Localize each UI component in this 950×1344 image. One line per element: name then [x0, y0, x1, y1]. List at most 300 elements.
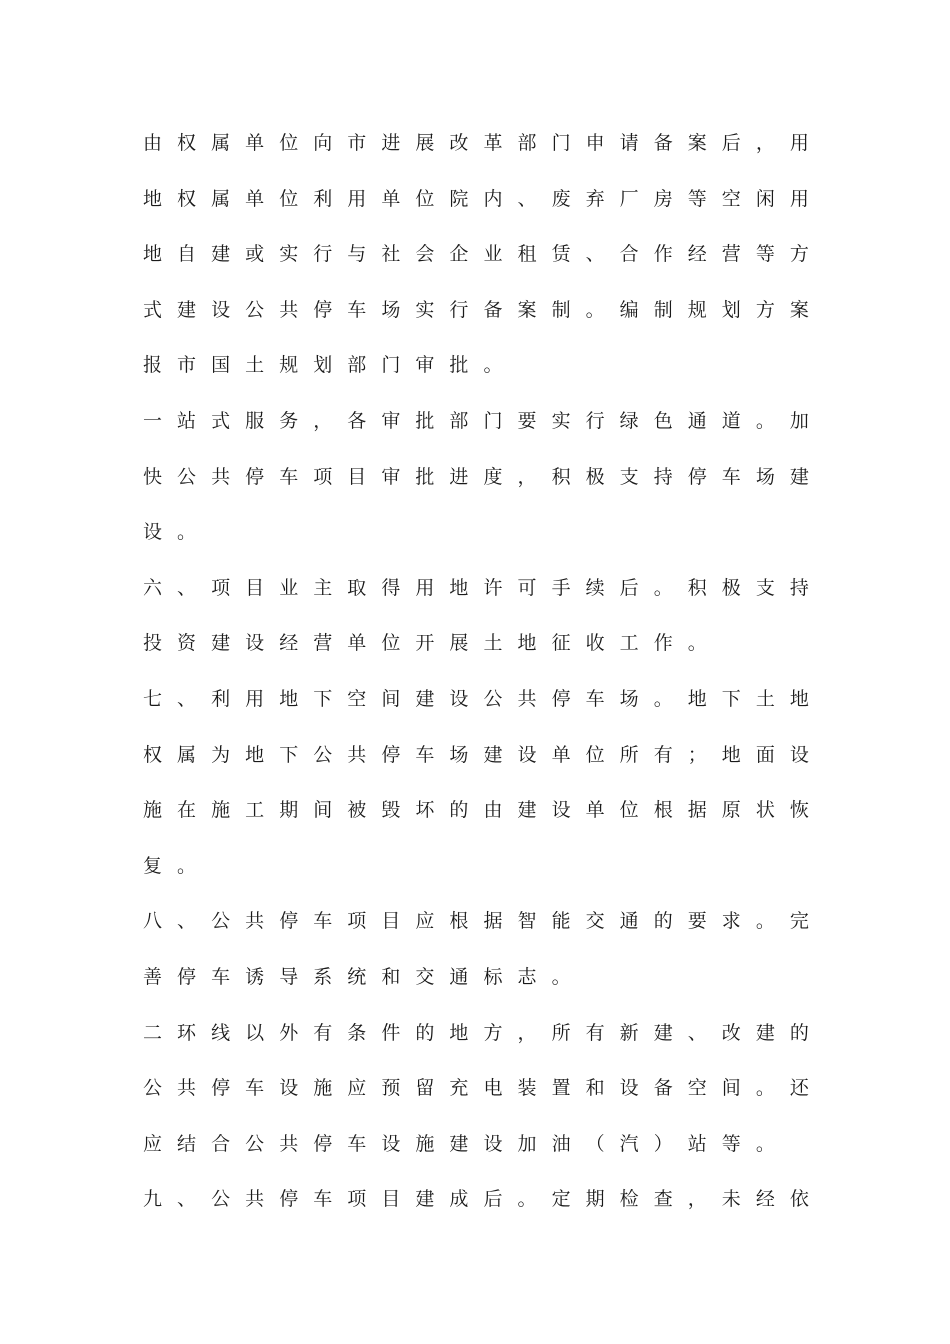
text-char: 单: [381, 187, 401, 210]
text-char: 导: [279, 965, 299, 988]
text-char: 企: [449, 243, 469, 266]
text-char: 划: [721, 298, 741, 321]
text-char: 土: [483, 632, 503, 655]
text-char: 。: [755, 1077, 775, 1100]
text-char: 公: [177, 465, 197, 488]
text-char: 投: [143, 632, 163, 655]
text-char: 期: [585, 1188, 605, 1211]
text-char: 完: [789, 910, 809, 933]
text-char: 服: [245, 409, 265, 432]
text-char: 快: [143, 465, 163, 488]
text-char: 施: [313, 1077, 333, 1100]
text-char: 会: [415, 243, 435, 266]
text-char: 查: [653, 1188, 673, 1211]
text-line: [143, 283, 809, 339]
text-char: 车: [211, 965, 231, 988]
text-char: 行: [313, 243, 333, 266]
text-char: 划: [313, 354, 333, 377]
text-char: 项: [211, 576, 231, 599]
text-char: 下: [279, 743, 299, 766]
text-char: 下: [721, 687, 741, 710]
text-char: 要: [687, 910, 707, 933]
text-line: [143, 338, 823, 394]
text-char: 的: [789, 1021, 809, 1044]
text-char: 式: [211, 409, 231, 432]
text-char: ；: [687, 743, 707, 766]
text-char: 建: [483, 743, 503, 766]
text-char: 停: [211, 1077, 231, 1100]
text-char: 根: [653, 799, 673, 822]
text-char: 地: [687, 687, 707, 710]
text-char: 共: [245, 1188, 265, 1211]
text-char: 权: [143, 743, 163, 766]
text-char: 主: [313, 576, 333, 599]
text-char: 条: [347, 1021, 367, 1044]
text-line: [143, 839, 823, 895]
text-char: 停: [313, 1132, 333, 1155]
text-char: 。: [653, 687, 673, 710]
text-char: 。: [687, 632, 707, 655]
text-char: 、: [177, 687, 197, 710]
text-char: 地: [517, 632, 537, 655]
text-line: [143, 1117, 823, 1173]
text-char: 六: [143, 576, 163, 599]
text-char: 可: [517, 576, 537, 599]
text-char: 道: [721, 409, 741, 432]
text-char: 、: [177, 576, 197, 599]
text-char: 场: [755, 465, 775, 488]
text-char: 电: [483, 1077, 503, 1100]
text-char: 停: [279, 1188, 299, 1211]
text-char: 或: [245, 243, 265, 266]
text-char: 线: [211, 1021, 231, 1044]
text-char: 共: [177, 1077, 197, 1100]
text-char: 绿: [619, 409, 639, 432]
text-char: 位: [585, 743, 605, 766]
text-char: 设: [551, 799, 571, 822]
text-char: 部: [517, 132, 537, 154]
text-line: [143, 227, 809, 283]
text-char: 项: [347, 1188, 367, 1211]
text-char: 的: [449, 799, 469, 822]
text-char: 报: [143, 354, 163, 377]
text-char: 目: [245, 576, 265, 599]
text-char: 坏: [415, 799, 435, 822]
text-char: 通: [687, 409, 707, 432]
text-char: 设: [449, 687, 469, 710]
text-char: 积: [551, 465, 571, 488]
text-char: 一: [143, 409, 163, 432]
text-char: 停: [313, 298, 333, 321]
text-char: 场: [381, 298, 401, 321]
text-char: 用: [347, 187, 367, 210]
text-char: 位: [381, 632, 401, 655]
text-char: 属: [177, 743, 197, 766]
text-char: ）: [653, 1132, 673, 1155]
text-char: 批: [415, 465, 435, 488]
text-char: 展: [415, 132, 435, 154]
text-char: 地: [449, 1021, 469, 1044]
text-char: 在: [177, 799, 197, 822]
text-char: 地: [279, 687, 299, 710]
text-char: 作: [653, 243, 673, 266]
text-char: 资: [177, 632, 197, 655]
text-char: 设: [211, 298, 231, 321]
text-char: 据: [483, 910, 503, 933]
text-line: [143, 561, 809, 617]
text-char: 合: [619, 243, 639, 266]
text-char: 地: [143, 243, 163, 266]
text-char: 公: [483, 687, 503, 710]
text-char: 充: [449, 1077, 469, 1100]
text-char: 成: [449, 1188, 469, 1211]
text-char: 。: [653, 576, 673, 599]
text-char: 。: [177, 854, 197, 877]
text-char: 行: [449, 298, 469, 321]
text-char: 务: [279, 409, 299, 432]
text-char: 土: [755, 687, 775, 710]
text-char: 项: [347, 910, 367, 933]
text-char: 结: [177, 1132, 197, 1155]
text-char: 建: [211, 632, 231, 655]
text-char: 用: [789, 187, 809, 210]
text-char: 通: [449, 965, 469, 988]
text-line: [143, 394, 809, 450]
text-char: 案: [517, 298, 537, 321]
text-char: 车: [347, 1132, 367, 1155]
text-char: 通: [619, 910, 639, 933]
text-char: 空: [347, 687, 367, 710]
text-char: 案: [687, 132, 707, 154]
text-char: 系: [313, 965, 333, 988]
text-char: 所: [619, 743, 639, 766]
text-char: 赁: [551, 243, 571, 266]
text-char: 请: [619, 132, 639, 154]
text-char: 车: [347, 298, 367, 321]
text-char: 公: [143, 1077, 163, 1100]
text-char: 目: [381, 1188, 401, 1211]
text-char: 规: [687, 298, 707, 321]
text-char: 编: [619, 298, 639, 321]
text-char: ，: [517, 465, 537, 488]
text-char: 场: [449, 743, 469, 766]
text-char: 用: [789, 132, 809, 154]
text-char: 原: [721, 799, 741, 822]
text-char: 属: [211, 187, 231, 210]
text-char: 、: [177, 910, 197, 933]
text-char: 汽: [619, 1132, 639, 1155]
text-char: 九: [143, 1188, 163, 1211]
text-char: 属: [211, 132, 231, 154]
text-line: [143, 1006, 809, 1062]
text-char: 方: [789, 243, 809, 266]
text-char: 色: [653, 409, 673, 432]
text-char: 门: [551, 132, 571, 154]
text-char: 部: [347, 354, 367, 377]
text-char: 应: [347, 1077, 367, 1100]
text-char: 案: [789, 298, 809, 321]
text-char: 共: [245, 910, 265, 933]
text-char: 检: [619, 1188, 639, 1211]
text-char: 工: [245, 799, 265, 822]
text-char: 依: [789, 1188, 809, 1211]
text-char: 门: [381, 354, 401, 377]
text-char: 地: [789, 687, 809, 710]
text-char: 有: [313, 1021, 333, 1044]
text-char: 房: [653, 187, 673, 210]
text-char: 等: [721, 1132, 741, 1155]
text-char: 。: [483, 354, 503, 377]
text-char: 建: [415, 1188, 435, 1211]
text-char: 新: [619, 1021, 639, 1044]
text-char: 设: [483, 1132, 503, 1155]
text-char: 恢: [789, 799, 809, 822]
text-char: 展: [449, 632, 469, 655]
text-char: 根: [449, 910, 469, 933]
text-char: 弃: [585, 187, 605, 210]
text-char: 加: [789, 409, 809, 432]
text-char: 持: [789, 576, 809, 599]
text-char: 交: [415, 965, 435, 988]
text-char: 共: [347, 743, 367, 766]
text-char: 七: [143, 687, 163, 710]
text-char: 单: [245, 132, 265, 154]
text-char: 改: [721, 1021, 741, 1044]
text-char: 下: [313, 687, 333, 710]
text-char: 目: [347, 465, 367, 488]
text-char: 。: [755, 910, 775, 933]
text-char: 施: [143, 799, 163, 822]
text-char: 公: [245, 298, 265, 321]
text-line: [143, 783, 809, 839]
text-char: 车: [279, 465, 299, 488]
text-char: 车: [313, 1188, 333, 1211]
text-char: 据: [687, 799, 707, 822]
text-char: 备: [653, 132, 673, 154]
text-char: 的: [415, 1021, 435, 1044]
text-char: 实: [279, 243, 299, 266]
text-char: 。: [755, 409, 775, 432]
text-char: 市: [177, 354, 197, 377]
text-char: 车: [313, 910, 333, 933]
text-char: 持: [653, 465, 673, 488]
text-char: 的: [653, 910, 673, 933]
text-char: 诱: [245, 965, 265, 988]
text-char: 土: [245, 354, 265, 377]
text-char: 毁: [381, 799, 401, 822]
text-char: 闲: [755, 187, 775, 210]
text-char: 设: [789, 743, 809, 766]
text-line: [143, 505, 823, 561]
text-char: 向: [313, 132, 333, 154]
text-char: 加: [517, 1132, 537, 1155]
text-line: [143, 1172, 809, 1228]
text-char: 施: [211, 799, 231, 822]
text-char: 、: [517, 187, 537, 210]
text-char: 公: [211, 1188, 231, 1211]
text-char: 件: [381, 1021, 401, 1044]
text-char: 权: [177, 187, 197, 210]
text-char: 申: [585, 132, 605, 154]
text-char: 等: [687, 187, 707, 210]
text-char: 积: [687, 576, 707, 599]
text-char: 利: [313, 187, 333, 210]
text-char: 。: [517, 1188, 537, 1211]
text-char: 单: [585, 799, 605, 822]
text-char: 国: [211, 354, 231, 377]
text-char: 间: [313, 799, 333, 822]
text-char: 面: [755, 743, 775, 766]
text-char: 利: [211, 687, 231, 710]
text-char: 外: [279, 1021, 299, 1044]
text-char: 制: [551, 298, 571, 321]
text-line: [143, 1061, 809, 1117]
text-line: [143, 672, 809, 728]
text-char: 还: [789, 1077, 809, 1100]
text-char: 等: [755, 243, 775, 266]
text-char: 度: [483, 465, 503, 488]
text-char: 社: [381, 243, 401, 266]
text-char: 间: [381, 687, 401, 710]
text-char: 能: [551, 910, 571, 933]
text-char: 和: [585, 1077, 605, 1100]
text-char: 施: [415, 1132, 435, 1155]
text-char: ，: [313, 409, 333, 432]
text-char: 营: [313, 632, 333, 655]
text-char: 建: [449, 1132, 469, 1155]
text-char: 营: [721, 243, 741, 266]
text-char: 经: [687, 243, 707, 266]
text-char: 应: [415, 910, 435, 933]
text-char: 留: [415, 1077, 435, 1100]
text-char: 批: [415, 409, 435, 432]
text-char: 支: [755, 576, 775, 599]
text-line: [143, 728, 809, 784]
text-char: 所: [551, 1021, 571, 1044]
text-char: 手: [551, 576, 571, 599]
text-char: 取: [347, 576, 367, 599]
text-char: 交: [585, 910, 605, 933]
text-char: 方: [755, 298, 775, 321]
text-char: 车: [721, 465, 741, 488]
text-char: 建: [789, 465, 809, 488]
text-char: 公: [211, 910, 231, 933]
text-char: 地: [245, 743, 265, 766]
text-char: 由: [143, 132, 163, 154]
text-char: 共: [279, 298, 299, 321]
text-char: 制: [653, 298, 673, 321]
text-char: 位: [279, 132, 299, 154]
text-char: 八: [143, 910, 163, 933]
text-char: 审: [381, 465, 401, 488]
text-char: 共: [211, 465, 231, 488]
text-char: 各: [347, 409, 367, 432]
text-char: 空: [721, 187, 741, 210]
text-char: 自: [177, 243, 197, 266]
text-char: 内: [483, 187, 503, 210]
text-char: 实: [415, 298, 435, 321]
text-char: 审: [415, 354, 435, 377]
text-char: 废: [551, 187, 571, 210]
text-char: 建: [517, 799, 537, 822]
text-char: 业: [279, 576, 299, 599]
text-char: 经: [755, 1188, 775, 1211]
text-char: 目: [381, 910, 401, 933]
text-line: [143, 616, 823, 672]
text-char: 。: [755, 1132, 775, 1155]
text-char: 项: [313, 465, 333, 488]
text-char: 停: [687, 465, 707, 488]
text-char: 开: [415, 632, 435, 655]
text-char: 式: [143, 298, 163, 321]
text-line: [143, 116, 809, 172]
text-char: 进: [381, 132, 401, 154]
text-char: 与: [347, 243, 367, 266]
text-char: 门: [483, 409, 503, 432]
text-line: [143, 450, 809, 506]
text-char: 革: [483, 132, 503, 154]
text-char: 作: [653, 632, 673, 655]
text-char: 单: [347, 632, 367, 655]
text-char: 车: [415, 743, 435, 766]
text-char: 有: [653, 743, 673, 766]
text-char: 公: [313, 743, 333, 766]
text-char: 行: [585, 409, 605, 432]
text-line: [143, 950, 823, 1006]
text-char: 以: [245, 1021, 265, 1044]
text-char: 被: [347, 799, 367, 822]
text-char: 位: [415, 187, 435, 210]
text-char: 和: [381, 965, 401, 988]
text-char: 规: [279, 354, 299, 377]
text-char: 站: [687, 1132, 707, 1155]
text-char: 。: [177, 521, 197, 544]
text-char: 建: [211, 243, 231, 266]
text-line: [143, 172, 809, 228]
text-char: 期: [279, 799, 299, 822]
text-char: 收: [585, 632, 605, 655]
text-char: 方: [483, 1021, 503, 1044]
text-char: 改: [449, 132, 469, 154]
text-char: 得: [381, 576, 401, 599]
text-char: 后: [483, 1188, 503, 1211]
text-char: 极: [585, 465, 605, 488]
document-body: [143, 116, 823, 1228]
text-char: 建: [755, 1021, 775, 1044]
text-char: 、: [687, 1021, 707, 1044]
text-char: 。: [585, 298, 605, 321]
text-char: 标: [483, 965, 503, 988]
text-char: 建: [177, 298, 197, 321]
text-char: 车: [585, 687, 605, 710]
text-char: 建: [653, 1021, 673, 1044]
text-char: 环: [177, 1021, 197, 1044]
text-char: 停: [177, 965, 197, 988]
text-char: 后: [721, 132, 741, 154]
text-char: 用: [245, 687, 265, 710]
text-char: 公: [245, 1132, 265, 1155]
text-char: 支: [619, 465, 639, 488]
text-char: 油: [551, 1132, 571, 1155]
text-char: 定: [551, 1188, 571, 1211]
text-char: 单: [551, 743, 571, 766]
text-char: 后: [619, 576, 639, 599]
text-char: 设: [279, 1077, 299, 1100]
text-char: 善: [143, 965, 163, 988]
text-char: 位: [279, 187, 299, 210]
text-char: 业: [483, 243, 503, 266]
text-char: ，: [687, 1188, 707, 1211]
